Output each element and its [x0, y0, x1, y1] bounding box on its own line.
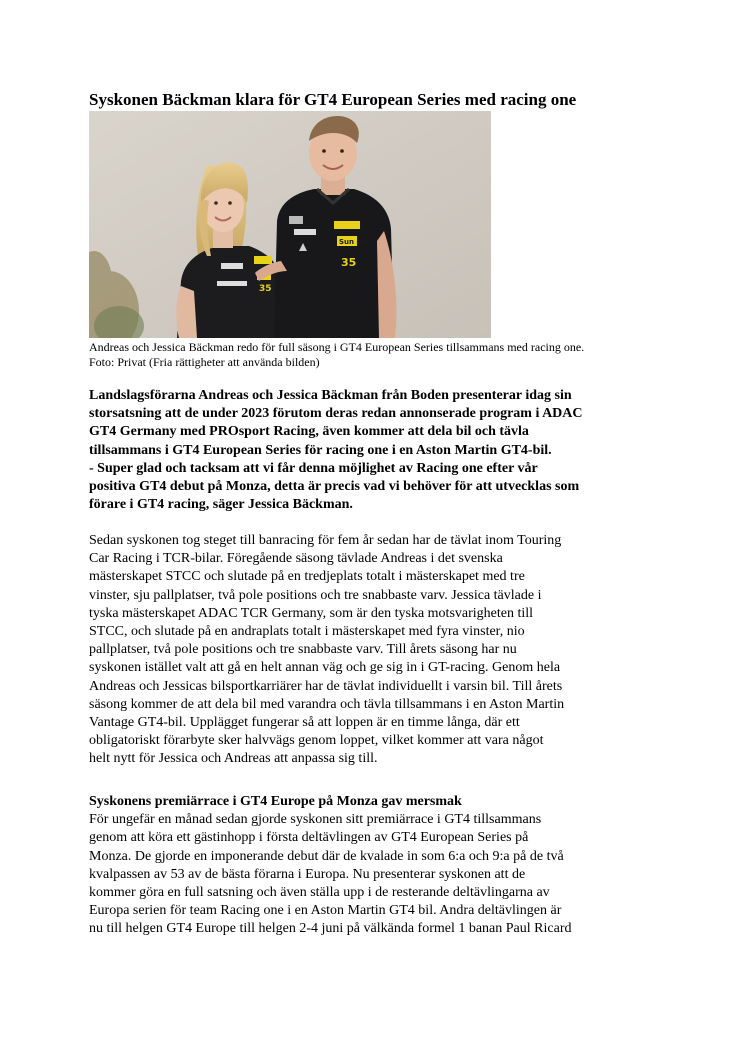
lead-paragraph [89, 387, 669, 514]
lead-line: storsatsning att de under 2023 förutom deras redan annonserade program i ADAC [89, 406, 583, 422]
section-line: kvalpassen av 53 av de bästa förarna i Europa. Nu presenterar syskonen att de [89, 866, 526, 882]
caption-line: Foto: Privat (Fria rättigheter att använda bilden) [89, 355, 320, 369]
body-line: STCC, och slutade på en andraplats totalt i mästerskapet med fyra vinster, nio [89, 624, 525, 640]
body-line: Sedan syskonen tog steget till banracing för fem år sedan har de tävlat inom Touring [89, 533, 562, 548]
body-paragraph [89, 532, 669, 769]
body-line: Car Racing i TCR-bilar. Föregående säsong tävlade Andreas i det svenska [89, 551, 503, 567]
body-line: Andreas och Jessicas bilsportkarriärer har de tävlat individuellt i varsin bil. Till årets [89, 678, 563, 694]
lead-line: förare i GT4 racing, säger Jessica Bäckman. [89, 497, 353, 513]
svg-text:35: 35 [341, 256, 357, 269]
article-title: Syskonen Bäckman klara för GT4 European Series med racing one [89, 90, 577, 109]
article-photo [89, 111, 491, 338]
section-line: Europa serien för team Racing one i en Aston Martin GT4 bil. Andra deltävlingen är [89, 903, 562, 919]
svg-text:35: 35 [259, 284, 272, 294]
body-line: vinster, sju pallplatser, två pole positions och tre snabbaste varv. Jessica tävlade i [89, 587, 542, 603]
monza-section [89, 793, 669, 939]
lead-line: GT4 Germany med PROsport Racing, även kommer att dela bil och tävla [89, 424, 529, 440]
lead-line: - Super glad och tacksam att vi får denna möjlighet av Racing one efter vår [89, 460, 538, 476]
svg-text:Sun off: Sun off [339, 238, 367, 246]
section-line: genom att köra ett gästinhopp i första deltävlingen av GT4 European Series på [89, 830, 529, 846]
body-line: obligatoriskt förarbyte sker halvvägs genom loppet, vilket kommer att vara något [89, 733, 544, 749]
body-line: mästerskapet STCC och slutade på en tredjeplats totalt i mästerskapet med tre [89, 569, 525, 585]
section-line: kommer göra en full satsning och även ställa upp i de resterande deltävlingarna av [89, 885, 550, 901]
section-heading: Syskonens premiärrace i GT4 Europe på Monza gav mersmak [89, 794, 462, 809]
lead-line: Landslagsförarna Andreas och Jessica Bäckman från Boden presenterar idag sin [89, 388, 572, 403]
body-line: Vantage GT4-bil. Upplägget fungerar så att loppen är en timme långa, där ett [89, 715, 520, 731]
section-line: nu till helgen GT4 Europe till helgen 2-4 juni på välkända formel 1 banan Paul Ricard [89, 921, 572, 937]
body-line: pallplatser, två pole positions och tre snabbaste varv. Till årets säsong har nu [89, 642, 517, 658]
lead-line: positiva GT4 debut på Monza, detta är precis vad vi behöver för att utvecklas som [89, 479, 580, 495]
body-line: tyska mästerskapet ADAC TCR Germany, som är den tyska motsvarigheten till [89, 605, 534, 621]
body-line: syskonen istället valt att gå en helt annan väg och ge sig in i GT-racing. Genom hela [89, 660, 561, 676]
body-line: säsong kommer de att dela bil med varandra och tävla tillsammans i en Aston Martin [89, 696, 565, 712]
caption-line: Andreas och Jessica Bäckman redo för full säsong i GT4 European Series tillsammans med racing one. [89, 340, 585, 354]
lead-line: tillsammans i GT4 European Series för racing one i en Aston Martin GT4-bil. [89, 442, 552, 458]
section-line: Monza. De gjorde en imponerande debut där de kvalade in som 6:a och 9:a på de två [89, 848, 564, 864]
photo-caption [89, 340, 689, 370]
section-line: För ungefär en månad sedan gjorde syskonen sitt premiärrace i GT4 tillsammans [89, 812, 542, 828]
body-line: helt nytt för Jessica och Andreas att anpassa sig till. [89, 751, 378, 767]
